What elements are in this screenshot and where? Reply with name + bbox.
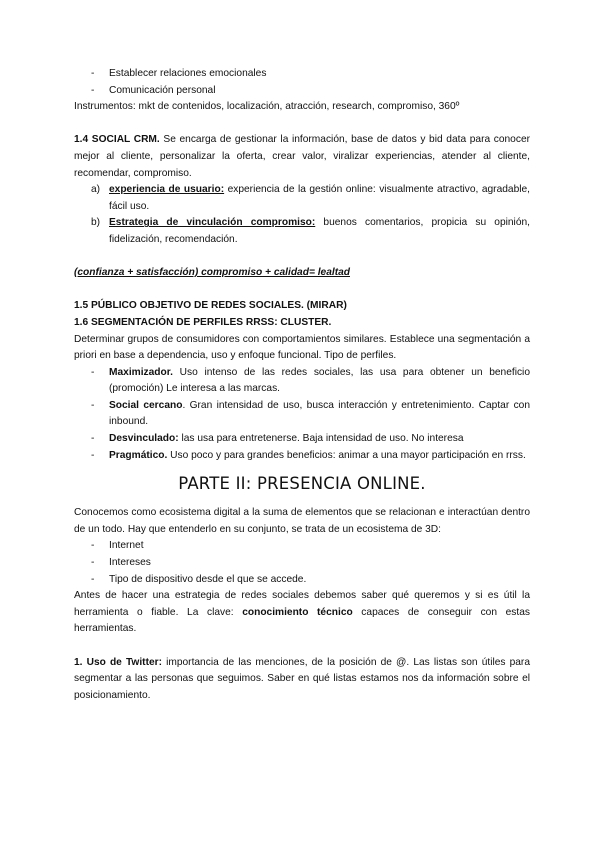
section-16-heading: 1.6 SEGMENTACIÓN DE PERFILES RRSS: CLUSTER. (74, 316, 332, 328)
item-term: experiencia de usuario: (109, 184, 225, 196)
item-text: buenos comentarios, propicia su opinión, fidelización, recomendación. (109, 217, 530, 245)
item-text: experiencia de la gestión online: visualmente atractivo, agradable, fácil uso. (109, 184, 530, 212)
part-2-title: PARTE II: PRESENCIA ONLINE. (178, 474, 426, 494)
strategy-text-before: Antes de hacer una estrategia de redes sociales debemos saber qué queremos y si es útil la herramienta o fiable. La clave: (74, 590, 530, 618)
strategy-text-after: capaces de conseguir con estas herramientas. (74, 606, 530, 635)
list-item (74, 398, 530, 431)
twitter-text: importancia de las menciones, de la posición de @. Las listas son útiles para segmentar a las personas que seguimos. Saber en qué listas estamos nos da información sobre el posicionamiento. (74, 656, 530, 701)
profile-text: Uso intenso de las redes sociales, las usa para obtener un beneficio (promoción) Le interesa a las marcas. (109, 366, 530, 395)
profile-text: . Gran intensidad de uso, busca interacción y entretenimiento. Captar con inbound. (109, 399, 530, 428)
list-item: - Establecer relaciones emocionales (74, 66, 530, 83)
ecosystem-list (74, 538, 530, 588)
item-term: Estrategia de vinculación compromiso: (109, 217, 316, 229)
profile-name: Desvinculado: (109, 433, 179, 445)
list-item (74, 215, 530, 248)
section-15-heading: 1.5 PÚBLICO OBJETIVO DE REDES SOCIALES. (MIRAR) (74, 300, 347, 312)
twitter-paragraph (74, 655, 530, 705)
strategy-key: conocimiento técnico (242, 606, 353, 618)
list-item: - Intereses (74, 555, 530, 572)
list-item: - Tipo de dispositivo desde el que se accede. (74, 572, 530, 589)
list-marker: b) (91, 217, 101, 229)
profile-text: las usa para entretenerse. Baja intensidad de uso. No interesa (178, 433, 464, 445)
social-crm-paragraph (74, 132, 530, 182)
strategy-paragraph (74, 588, 530, 638)
segmentation-paragraph: Determinar grupos de consumidores con comportamientos similares. Establece una segmentación a priori en base a dependencia, uso y enfoque funcional. Tipo de perfiles. (74, 333, 530, 362)
instrumentos-line: Instrumentos: mkt de contenidos, localización, atracción, research, compromiso, 360º (74, 101, 460, 113)
list-item (74, 365, 530, 398)
profile-text: Uso poco y para grandes beneficios: animar a una mayor participación en rrss. (167, 449, 526, 461)
profile-name: Social cercano (109, 399, 183, 411)
list-item (74, 431, 530, 448)
list-item (74, 182, 530, 215)
profile-name: Pragmático. (109, 449, 168, 461)
profiles-list (74, 365, 530, 465)
social-crm-heading: 1.4 SOCIAL CRM. (74, 134, 160, 146)
loyalty-formula: (confianza + satisfacción) compromiso + calidad= lealtad (74, 267, 350, 279)
social-crm-text: Se encarga de gestionar la información, base de datos y bid data para conocer mejor al cliente, personalizar la oferta, crear valor, viralizar experiencias, atender al cliente, recomendar, compromiso. (74, 134, 531, 179)
ecosystem-paragraph: Conocemos como ecosistema digital a la suma de elementos que se relacionan e interactúan dentro de un todo. Hay que entenderlo en su conjunto, se trata de un ecosistema de 3D: (74, 507, 530, 535)
list-item: - Internet (74, 538, 530, 555)
twitter-heading: 1. Uso de Twitter: (74, 656, 162, 668)
profile-name: Maximizador. (109, 366, 173, 378)
document-page (74, 66, 530, 704)
list-marker: a) (91, 184, 101, 196)
intro-list (74, 66, 530, 99)
list-item: - Comunicación personal (74, 83, 530, 100)
list-item (74, 448, 530, 465)
social-crm-list (74, 182, 530, 248)
